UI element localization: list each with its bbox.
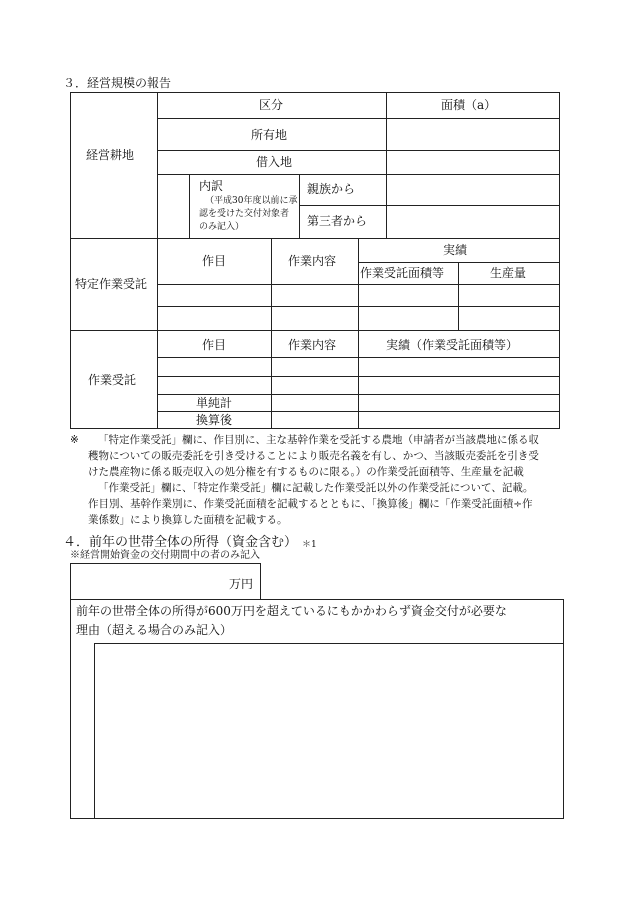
specific-col-output: 生産量 bbox=[490, 266, 527, 280]
breakdown-note-1: （平成30年度以前に承 bbox=[205, 196, 298, 206]
note-line-4: 「作業受託」欄に、「特定作業受託」欄に記載した作業受託以外の作業受託について、記載。 bbox=[98, 482, 534, 494]
relatives-area-input[interactable] bbox=[387, 175, 559, 205]
reason-label-1: 前年の世帯全体の所得が600万円を超えているにもかかわらず資金交付が必要な bbox=[76, 604, 507, 618]
converted-label: 換算後 bbox=[196, 413, 233, 427]
specific-col-results: 実績 bbox=[443, 243, 468, 257]
contract-col-results: 実績（作業受託面積等） bbox=[386, 338, 519, 352]
leased-area-input[interactable] bbox=[387, 151, 559, 174]
header-area: 面積（a） bbox=[441, 98, 497, 112]
reason-textarea[interactable] bbox=[94, 643, 564, 819]
section4-superscript: ＊1 bbox=[302, 540, 317, 550]
simple-total-label: 単純計 bbox=[196, 396, 233, 410]
income-unit: 万円 bbox=[229, 577, 254, 591]
section4-title: ４．前年の世帯全体の所得（資金含む） bbox=[63, 535, 298, 550]
from-relatives-label: 親族から bbox=[307, 182, 356, 196]
note-line-1: 「特定作業受託」欄に、作目別に、主な基幹作業を受託する農地（申請者が当該農地に係る収 bbox=[98, 434, 539, 446]
owned-land-label: 所有地 bbox=[251, 128, 288, 142]
contract-label: 作業受託 bbox=[88, 373, 137, 387]
farmland-label: 経営耕地 bbox=[86, 148, 135, 162]
breakdown-note-3: のみ記入） bbox=[199, 222, 245, 232]
specific-col-crop: 作目 bbox=[202, 254, 227, 268]
note-line-6: 業係数」により換算した面積を記載する。 bbox=[88, 514, 288, 526]
contract-col-crop: 作目 bbox=[202, 338, 227, 352]
specific-col-content: 作業内容 bbox=[288, 254, 337, 268]
breakdown-title: 内訳 bbox=[199, 179, 224, 193]
note-line-2: 穫物についての販売委託を引き受けることにより販売名義を有し、かつ、当該販売委託を引き受 bbox=[88, 450, 539, 462]
specific-label: 特定作業受託 bbox=[75, 277, 148, 291]
third-party-area-input[interactable] bbox=[387, 206, 559, 238]
owned-area-input[interactable] bbox=[387, 119, 559, 150]
leased-land-label: 借入地 bbox=[256, 155, 293, 169]
reason-label-2: 理由（超える場合のみ記入） bbox=[76, 623, 233, 637]
breakdown-note-2: 認を受けた交付対象者 bbox=[199, 209, 290, 219]
contract-col-content: 作業内容 bbox=[288, 338, 337, 352]
note-line-3: けた農産物に係る販売収入の処分権を有するものに限る。）の作業受託面積等、生産量を記載 bbox=[88, 466, 524, 478]
header-kubun: 区分 bbox=[259, 98, 284, 112]
section3-title: ３．経営規模の報告 bbox=[63, 76, 172, 90]
notes-mark: ※ bbox=[70, 434, 79, 446]
note-line-5: 作目別、基幹作業別に、作業受託面積を記載するとともに、「換算後」欄に「作業受託面積÷作 bbox=[88, 498, 533, 510]
section4-subnote: ※経営開始資金の交付期間中の者のみ記入 bbox=[70, 550, 260, 561]
specific-col-area: 作業受託面積等 bbox=[360, 266, 445, 280]
from-third-party-label: 第三者から bbox=[307, 214, 368, 228]
